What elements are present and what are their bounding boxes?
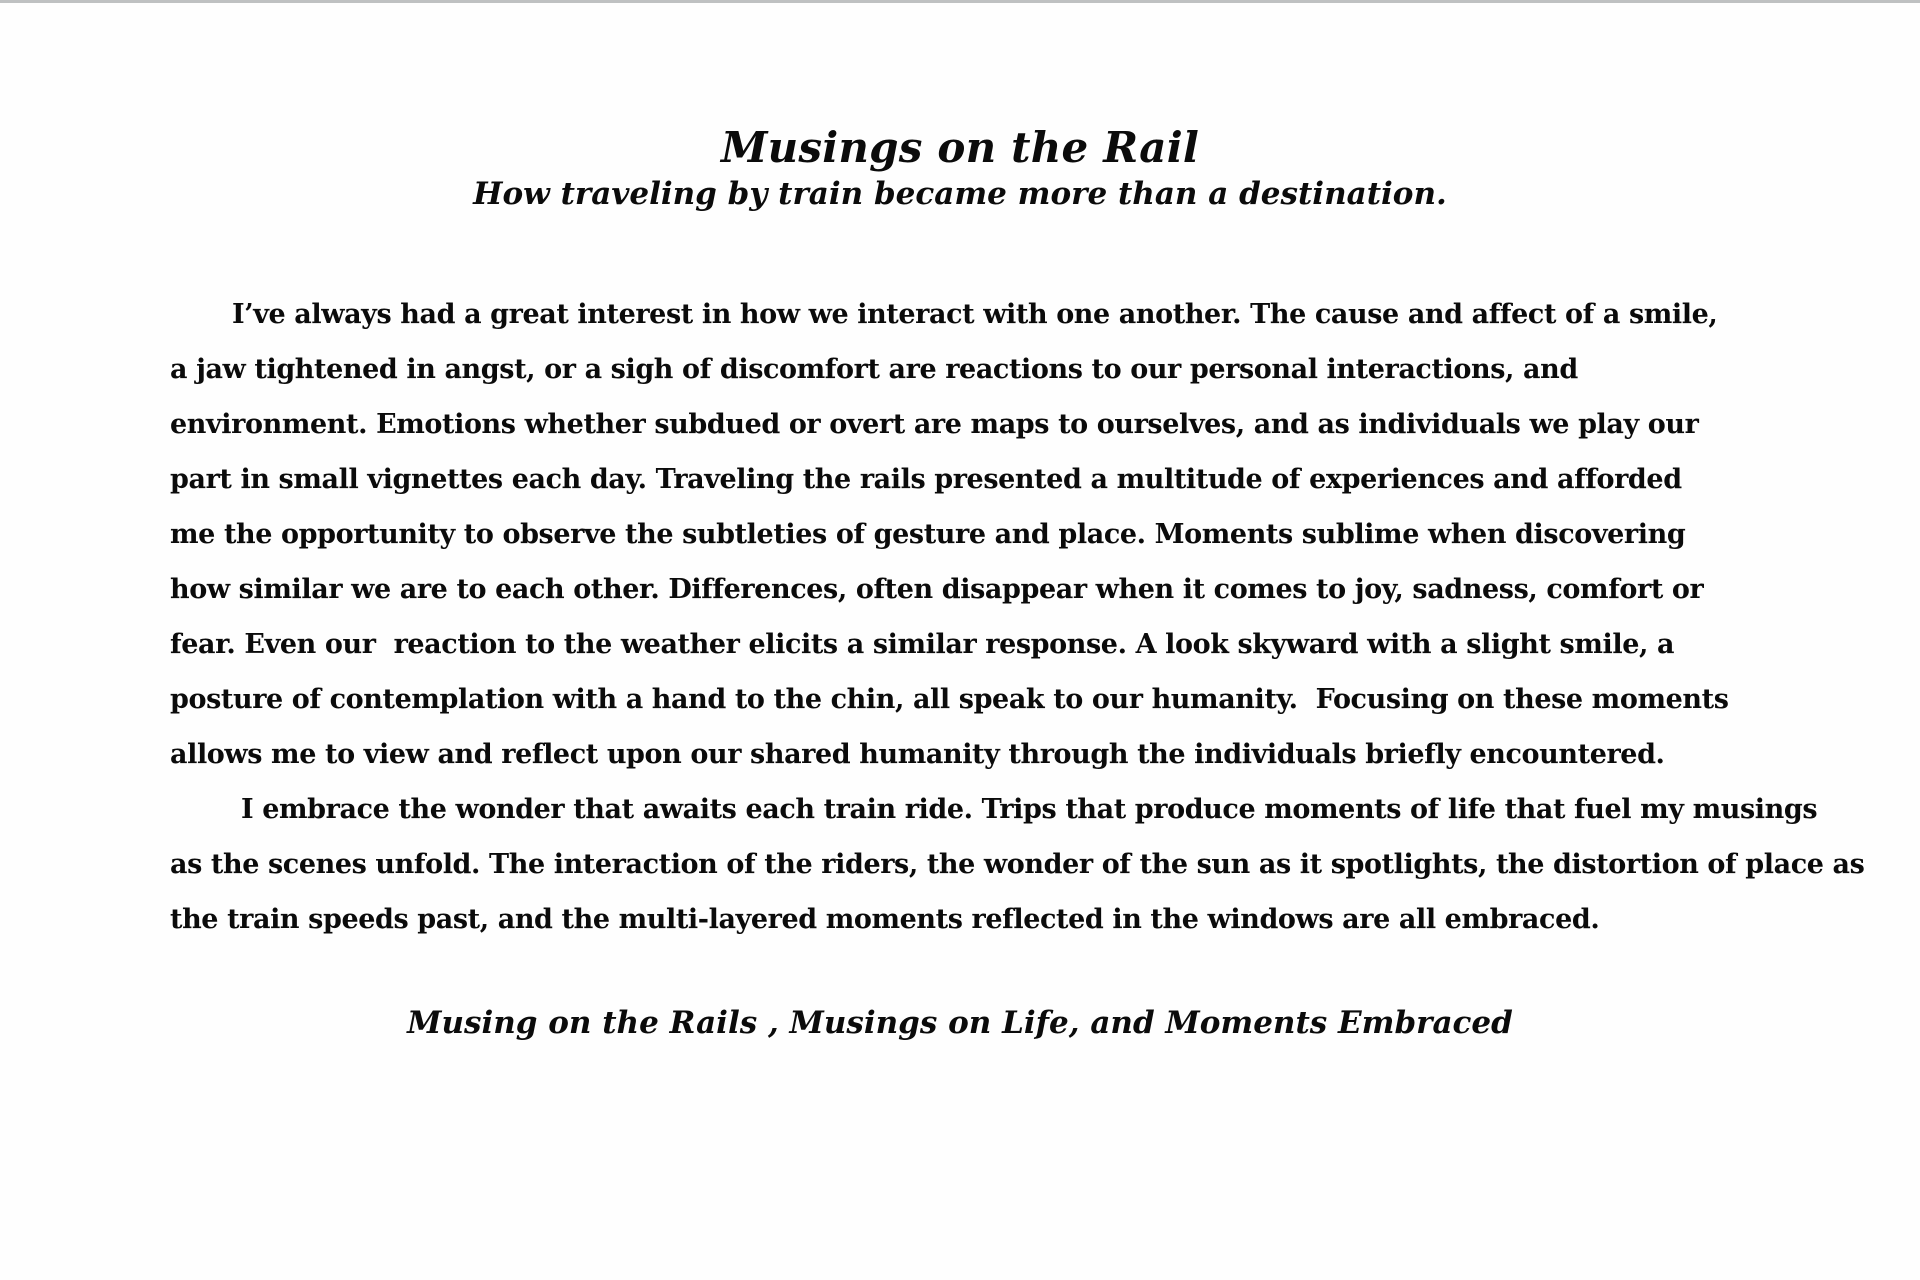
paragraph-line: the train speeds past, and the multi-layered moments reflected in the windows are all embraced. [170, 904, 1600, 936]
page-title: Musings on the Rail [720, 123, 1200, 172]
paragraph-line: I embrace the wonder that awaits each train ride. Trips that produce moments of life that fuel my musings [232, 794, 1818, 826]
paragraph-line: fear. Even our reaction to the weather elicits a similar response. A look skyward with a slight smile, a [170, 629, 1675, 661]
paragraph-line: a jaw tightened in angst, or a sigh of discomfort are reactions to our personal interactions, and [170, 354, 1578, 386]
paragraph-line: I’ve always had a great interest in how we interact with one another. The cause and affect of a smile, [232, 299, 1718, 331]
paragraph-line: part in small vignettes each day. Traveling the rails presented a multitude of experiences and afforded [170, 464, 1682, 496]
paragraph-line: allows me to view and reflect upon our shared humanity through the individuals briefly encountered. [170, 739, 1665, 771]
essay-body [170, 287, 1865, 947]
paragraph [170, 287, 1770, 782]
page-subtitle: How traveling by train became more than a destination. [473, 176, 1447, 213]
paragraph-line: environment. Emotions whether subdued or overt are maps to ourselves, and as individuals we play our [170, 409, 1699, 441]
paragraph-line: me the opportunity to observe the subtleties of gesture and place. Moments sublime when discovering [170, 519, 1686, 551]
paragraph-line: as the scenes unfold. The interaction of the riders, the wonder of the sun as it spotlights, the distortion of place as [170, 849, 1865, 881]
paragraph [170, 782, 1865, 947]
paragraph-line: how similar we are to each other. Differences, often disappear when it comes to joy, sadness, comfort or [170, 574, 1704, 606]
paragraph-line: posture of contemplation with a hand to the chin, all speak to our humanity. Focusing on these moments [170, 684, 1729, 716]
top-border-line [0, 0, 1920, 3]
closing-line: Musing on the Rails , Musings on Life, and Moments Embraced [407, 1005, 1513, 1042]
